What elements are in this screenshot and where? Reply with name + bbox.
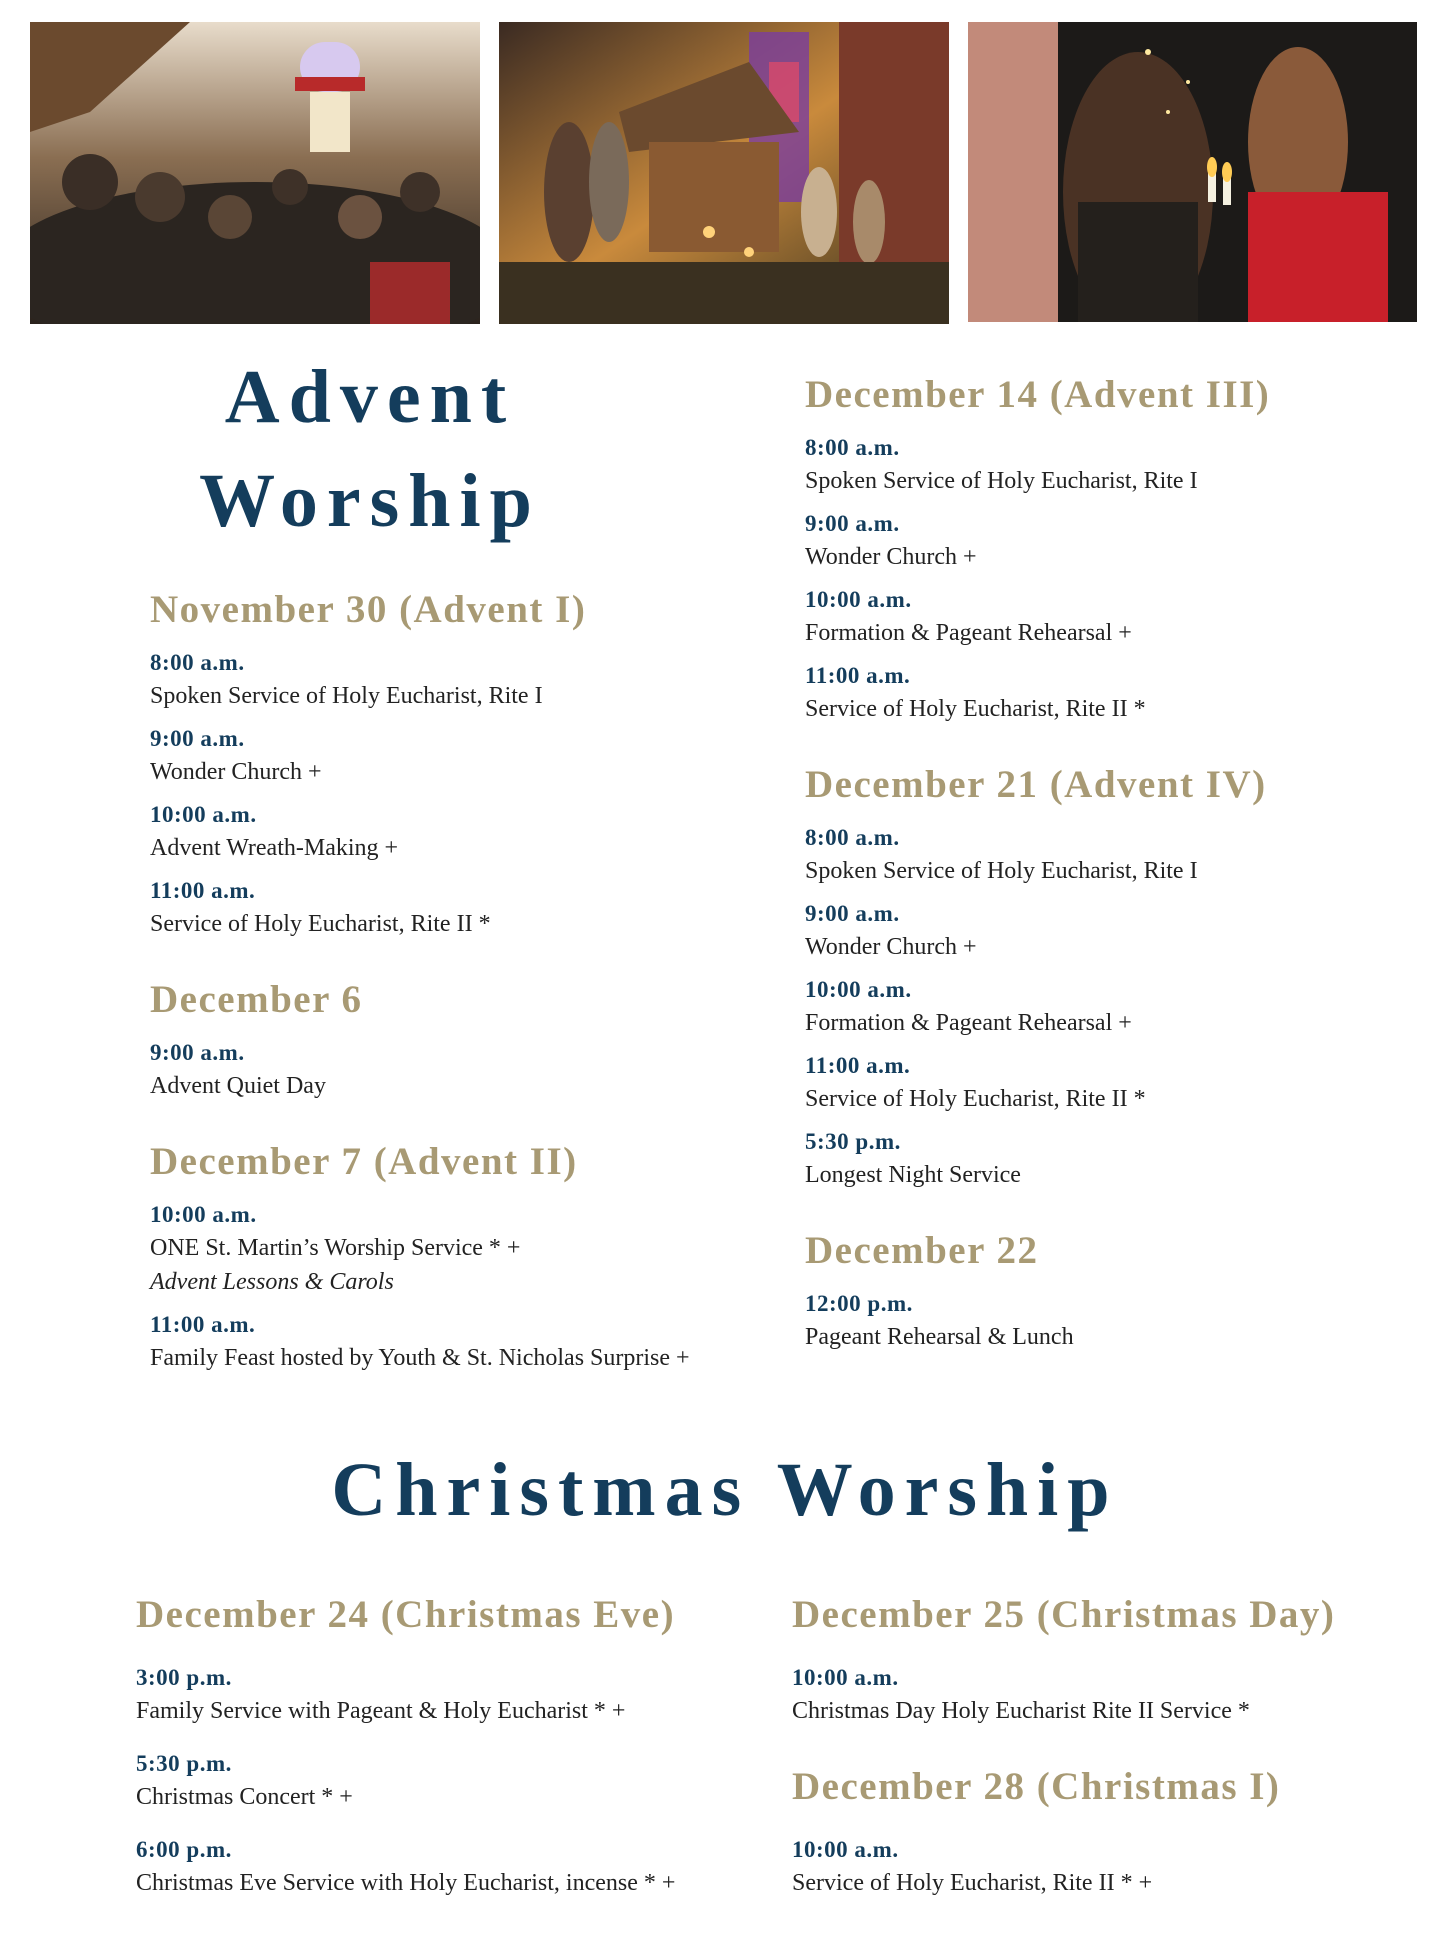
event-item: [792, 1662, 1412, 1728]
event-item: [792, 1834, 1412, 1900]
event-description: Advent Quiet Day: [150, 1073, 326, 1099]
event-item: [136, 1748, 776, 1814]
day-heading: December 28 (Christmas I): [792, 1765, 1281, 1808]
nativity-scene-photo: [499, 22, 949, 324]
advent-right-column: [805, 370, 1405, 1388]
advent-title-line1: Advent: [224, 355, 516, 439]
event-time: 5:30 p.m.: [805, 1129, 901, 1154]
event-description: Advent Wreath-Making +: [150, 835, 399, 861]
event-time: 12:00 p.m.: [805, 1291, 913, 1316]
event-time: 11:00 a.m.: [150, 1312, 256, 1337]
candlelight-photo: [968, 22, 1417, 322]
event-time: 8:00 a.m.: [805, 825, 900, 850]
event-description: Service of Holy Eucharist, Rite II * +: [792, 1870, 1153, 1896]
event-item: [150, 723, 750, 789]
advent-title-line2: Worship: [199, 459, 541, 543]
schedule-day: [805, 1226, 1405, 1354]
event-item: [150, 647, 750, 713]
event-description: Spoken Service of Holy Eucharist, Rite I: [805, 858, 1198, 884]
event-item: [150, 799, 750, 865]
day-heading: December 14 (Advent III): [805, 373, 1271, 416]
event-description: Family Feast hosted by Youth & St. Nicholas Surprise +: [150, 1345, 690, 1371]
schedule-day: [792, 1590, 1412, 1728]
event-time: 9:00 a.m.: [150, 726, 245, 751]
event-item: [136, 1834, 776, 1900]
event-time: 6:00 p.m.: [136, 1837, 232, 1862]
event-description: Family Service with Pageant & Holy Eucharist * +: [136, 1698, 626, 1724]
schedule-day: [150, 975, 750, 1103]
event-item: [805, 1288, 1405, 1354]
event-item: [805, 584, 1405, 650]
event-item: [150, 1199, 750, 1299]
event-item: [805, 660, 1405, 726]
event-time: 9:00 a.m.: [805, 511, 900, 536]
event-note: Advent Lessons & Carols: [150, 1269, 394, 1295]
event-time: 3:00 p.m.: [136, 1665, 232, 1690]
schedule-day: [150, 585, 750, 941]
congregation-photo: [30, 22, 480, 324]
christmas-right-column: [792, 1590, 1412, 1934]
christmas-title: Christmas Worship: [331, 1448, 1119, 1532]
event-time: 9:00 a.m.: [150, 1040, 245, 1065]
event-item: [805, 1126, 1405, 1192]
schedule-day: [805, 760, 1405, 1192]
event-description: Christmas Day Holy Eucharist Rite II Service *: [792, 1698, 1250, 1724]
event-item: [150, 875, 750, 941]
event-description: Wonder Church +: [805, 544, 977, 570]
event-item: [805, 822, 1405, 888]
event-description: Service of Holy Eucharist, Rite II *: [805, 1086, 1146, 1112]
event-time: 8:00 a.m.: [150, 650, 245, 675]
event-description: Formation & Pageant Rehearsal +: [805, 620, 1132, 646]
event-item: [150, 1309, 750, 1375]
schedule-day: [792, 1762, 1412, 1900]
event-description: Spoken Service of Holy Eucharist, Rite I: [150, 683, 543, 709]
event-description: Longest Night Service: [805, 1162, 1021, 1188]
schedule-day: [136, 1590, 776, 1900]
event-time: 5:30 p.m.: [136, 1751, 232, 1776]
event-item: [805, 432, 1405, 498]
event-description: Christmas Eve Service with Holy Eucharist, incense * +: [136, 1870, 676, 1896]
event-time: 11:00 a.m.: [805, 663, 911, 688]
event-description: Christmas Concert * +: [136, 1784, 353, 1810]
event-description: Service of Holy Eucharist, Rite II *: [150, 911, 491, 937]
event-description: ONE St. Martin’s Worship Service * +: [150, 1235, 521, 1261]
day-heading: December 7 (Advent II): [150, 1140, 578, 1183]
event-description: Spoken Service of Holy Eucharist, Rite I: [805, 468, 1198, 494]
schedule-day: [150, 1137, 750, 1375]
event-description: Wonder Church +: [150, 759, 322, 785]
event-time: 10:00 a.m.: [792, 1837, 899, 1862]
event-item: [136, 1662, 776, 1728]
day-heading: December 22: [805, 1229, 1039, 1272]
event-description: Service of Holy Eucharist, Rite II *: [805, 696, 1146, 722]
event-time: 10:00 a.m.: [805, 977, 912, 1002]
event-item: [150, 1037, 750, 1103]
event-description: Formation & Pageant Rehearsal +: [805, 1010, 1132, 1036]
schedule-day: [805, 370, 1405, 726]
day-heading: November 30 (Advent I): [150, 588, 587, 631]
day-heading: December 21 (Advent IV): [805, 763, 1267, 806]
event-item: [805, 974, 1405, 1040]
day-heading: December 6: [150, 978, 363, 1021]
event-time: 10:00 a.m.: [150, 802, 257, 827]
event-item: [805, 1050, 1405, 1116]
event-time: 9:00 a.m.: [805, 901, 900, 926]
day-heading: December 24 (Christmas Eve): [136, 1593, 676, 1636]
event-description: Pageant Rehearsal & Lunch: [805, 1324, 1074, 1350]
event-time: 10:00 a.m.: [805, 587, 912, 612]
advent-left-column: [150, 585, 750, 1409]
event-item: [805, 508, 1405, 574]
christmas-left-column: [136, 1590, 776, 1934]
event-time: 8:00 a.m.: [805, 435, 900, 460]
event-description: Wonder Church +: [805, 934, 977, 960]
event-time: 10:00 a.m.: [792, 1665, 899, 1690]
day-heading: December 25 (Christmas Day): [792, 1593, 1336, 1636]
event-time: 10:00 a.m.: [150, 1202, 257, 1227]
event-time: 11:00 a.m.: [805, 1053, 911, 1078]
event-item: [805, 898, 1405, 964]
event-time: 11:00 a.m.: [150, 878, 256, 903]
